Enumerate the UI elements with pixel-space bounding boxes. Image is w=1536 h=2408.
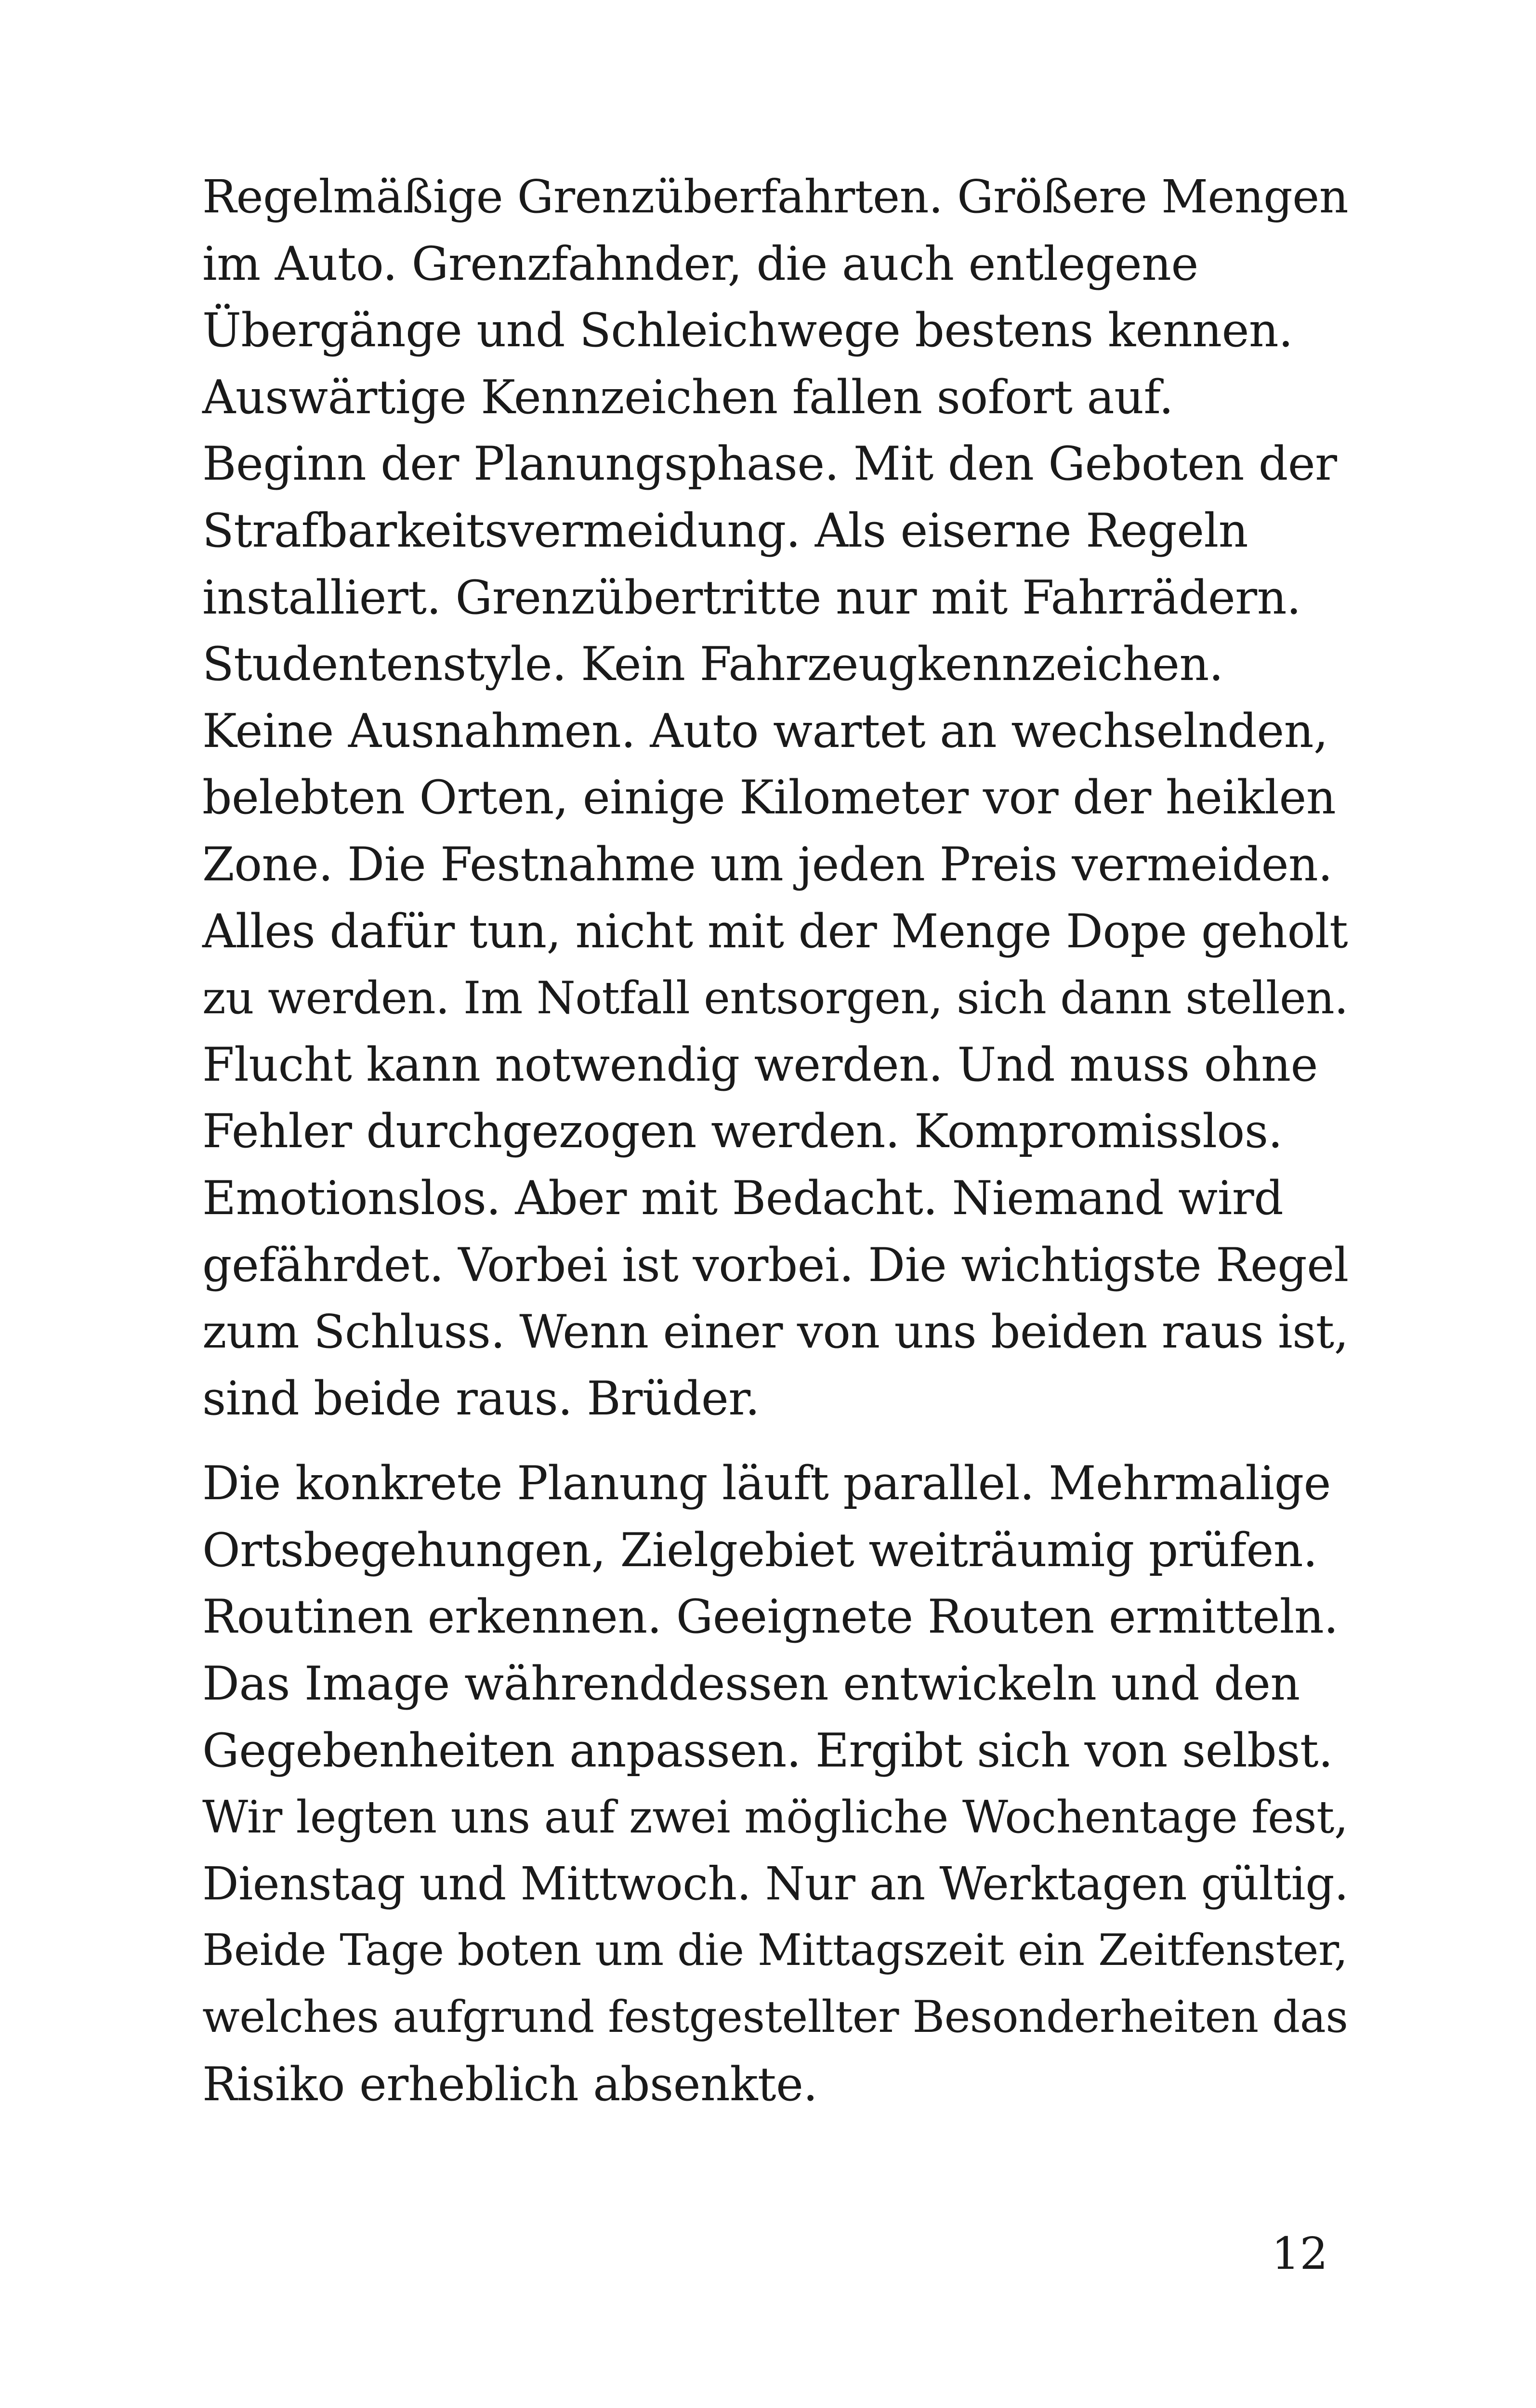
text-line: Wir legten uns auf zwei mögliche Wochentage fest, (202, 1791, 1348, 1844)
text-line: welches aufgrund festgestellter Besonderheiten das (202, 1992, 1348, 2043)
text-line: Das Image währenddessen entwickeln und den (202, 1657, 1300, 1711)
text-line: Strafbarkeitsvermeidung. Als eiserne Regeln (202, 503, 1248, 558)
paragraph-1 (202, 164, 1349, 1432)
page-number: 12 (1272, 2228, 1328, 2279)
text-line: Alles dafür tun, nicht mit der Menge Dope geholt (202, 904, 1348, 958)
text-line: Beginn der Planungsphase. Mit den Geboten der (202, 437, 1337, 491)
body-text (202, 164, 1349, 2118)
text-line: Beide Tage boten um die Mittagszeit ein Zeitfenster, (202, 1925, 1348, 1976)
text-line: Dienstag und Mittwoch. Nur an Werktagen gültig. (202, 1857, 1349, 1911)
text-line: Studentenstyle. Kein Fahrzeugkennzeichen. (202, 637, 1223, 692)
text-line: Die konkrete Planung läuft parallel. Mehrmalige (202, 1456, 1331, 1511)
text-line: Gegebenheiten anpassen. Ergibt sich von selbst. (202, 1723, 1333, 1778)
text-line: Zone. Die Festnahme um jeden Preis vermeiden. (202, 837, 1333, 891)
text-line: sind beide raus. Brüder. (202, 1371, 760, 1426)
text-line: Routinen erkennen. Geeignete Routen ermitteln. (202, 1590, 1339, 1644)
text-line: Flucht kann notwendig werden. Und muss ohne (202, 1037, 1318, 1092)
text-line: Emotionslos. Aber mit Bedacht. Niemand wird (202, 1171, 1284, 1225)
text-line: Regelmäßige Grenzüberfahrten. Größere Mengen (202, 170, 1349, 223)
text-line: Ortsbegehungen, Zielgebiet weiträumig prüfen. (202, 1523, 1318, 1577)
text-line: zu werden. Im Notfall entsorgen, sich dann stellen. (202, 972, 1349, 1024)
text-line: Fehler durchgezogen werden. Kompromisslos. (202, 1104, 1283, 1159)
text-line: zum Schluss. Wenn einer von uns beiden raus ist, (202, 1305, 1349, 1359)
paragraph-2 (202, 1450, 1349, 2118)
text-line: Auswärtige Kennzeichen fallen sofort auf. (202, 370, 1174, 424)
text-line: Risiko erheblich absenkte. (202, 2057, 818, 2111)
text-line: Keine Ausnahmen. Auto wartet an wechselnden, (202, 704, 1328, 758)
text-line: gefährdet. Vorbei ist vorbei. Die wichtigste Regel (202, 1238, 1349, 1292)
text-line: Übergänge und Schleichwege bestens kennen. (202, 303, 1293, 358)
text-line: im Auto. Grenzfahnder, die auch entlegene (202, 236, 1198, 291)
text-line: installiert. Grenzübertritte nur mit Fahrrädern. (202, 570, 1301, 625)
text-line: belebten Orten, einige Kilometer vor der heiklen (202, 771, 1336, 825)
